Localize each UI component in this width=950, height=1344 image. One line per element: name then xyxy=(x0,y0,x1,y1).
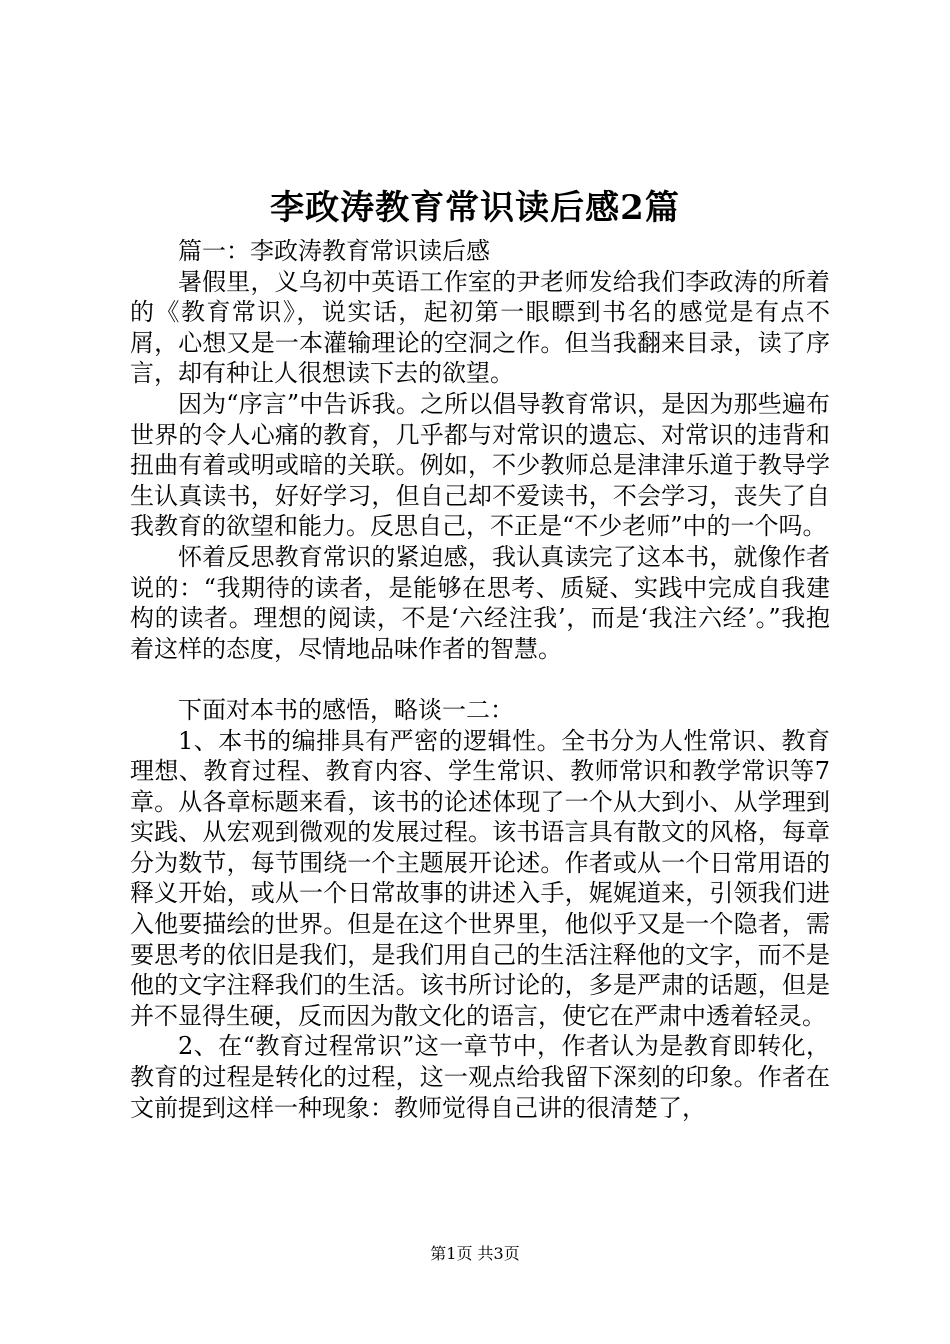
paragraph: 怀着反思教育常识的紧迫感，我认真读完了这本书，就像作者说的：“我期待的读者，是能够在思考、质疑、实践中完成自我建构的读者。理想的阅读，不是‘六经注我’，而是‘我注六经’。”我抱着这样的态度，尽情地品味作者的智慧。 xyxy=(130,542,830,663)
page-number-footer: 第1页 共3页 xyxy=(430,1244,520,1263)
paragraph: 下面对本书的感悟，略谈一二： xyxy=(178,695,514,724)
paragraph: 2、在“教育过程常识”这一章节中，作者认为是教育即转化，教育的过程是转化的过程，这一观点给我留下深刻的印象。作者在文前提到这样一种现象：教师觉得自己讲的很清楚了， xyxy=(130,1032,830,1122)
document-body xyxy=(130,236,830,1123)
paragraph: 1、本书的编排具有严密的逻辑性。全书分为人性常识、教育理想、教育过程、教育内容、学生常识、教师常识和教学常识等7章。从各章标题来看，该书的论述体现了一个从大到小、从学理到实践、从宏观到微观的发展过程。该书语言具有散文的风格，每章分为数节，每节围绕一个主题展开论述。作者或从一个日常用语的释义开始，或从一个日常故事的讲述入手，娓娓道来，引领我们进入他要描绘的世界。但是在这个世界里，他似乎又是一个隐者，需要思考的依旧是我们，是我们用自己的生活注释他的文字，而不是他的文字注释我们的生活。该书所讨论的，多是严肃的话题，但是并不显得生硬，反而因为散文化的语言，使它在严肃中透着轻灵。 xyxy=(130,726,830,1030)
paragraph: 因为“序言”中告诉我。之所以倡导教育常识，是因为那些遍布世界的令人心痛的教育，几乎都与对常识的遗忘、对常识的违背和扭曲有着或明或暗的关联。例如，不少教师总是津津乐道于教导学生认真读书，好好学习，但自己却不爱读书，不会学习，丧失了自我教育的欲望和能力。反思自己，不正是“不少老师”中的一个吗。 xyxy=(130,389,830,541)
section-heading: 篇一：李政涛教育常识读后感 xyxy=(178,237,490,265)
document-title: 李政涛教育常识读后感2篇 xyxy=(270,188,680,228)
paragraph: 暑假里，义乌初中英语工作室的尹老师发给我们李政涛的所着的《教育常识》，说实话，起初第一眼瞟到书名的感觉是有点不屑，心想又是一本灌输理论的空洞之作。但当我翻来目录，读了序言，却有种让人很想读下去的欲望。 xyxy=(130,267,830,388)
blank-line xyxy=(130,664,830,695)
